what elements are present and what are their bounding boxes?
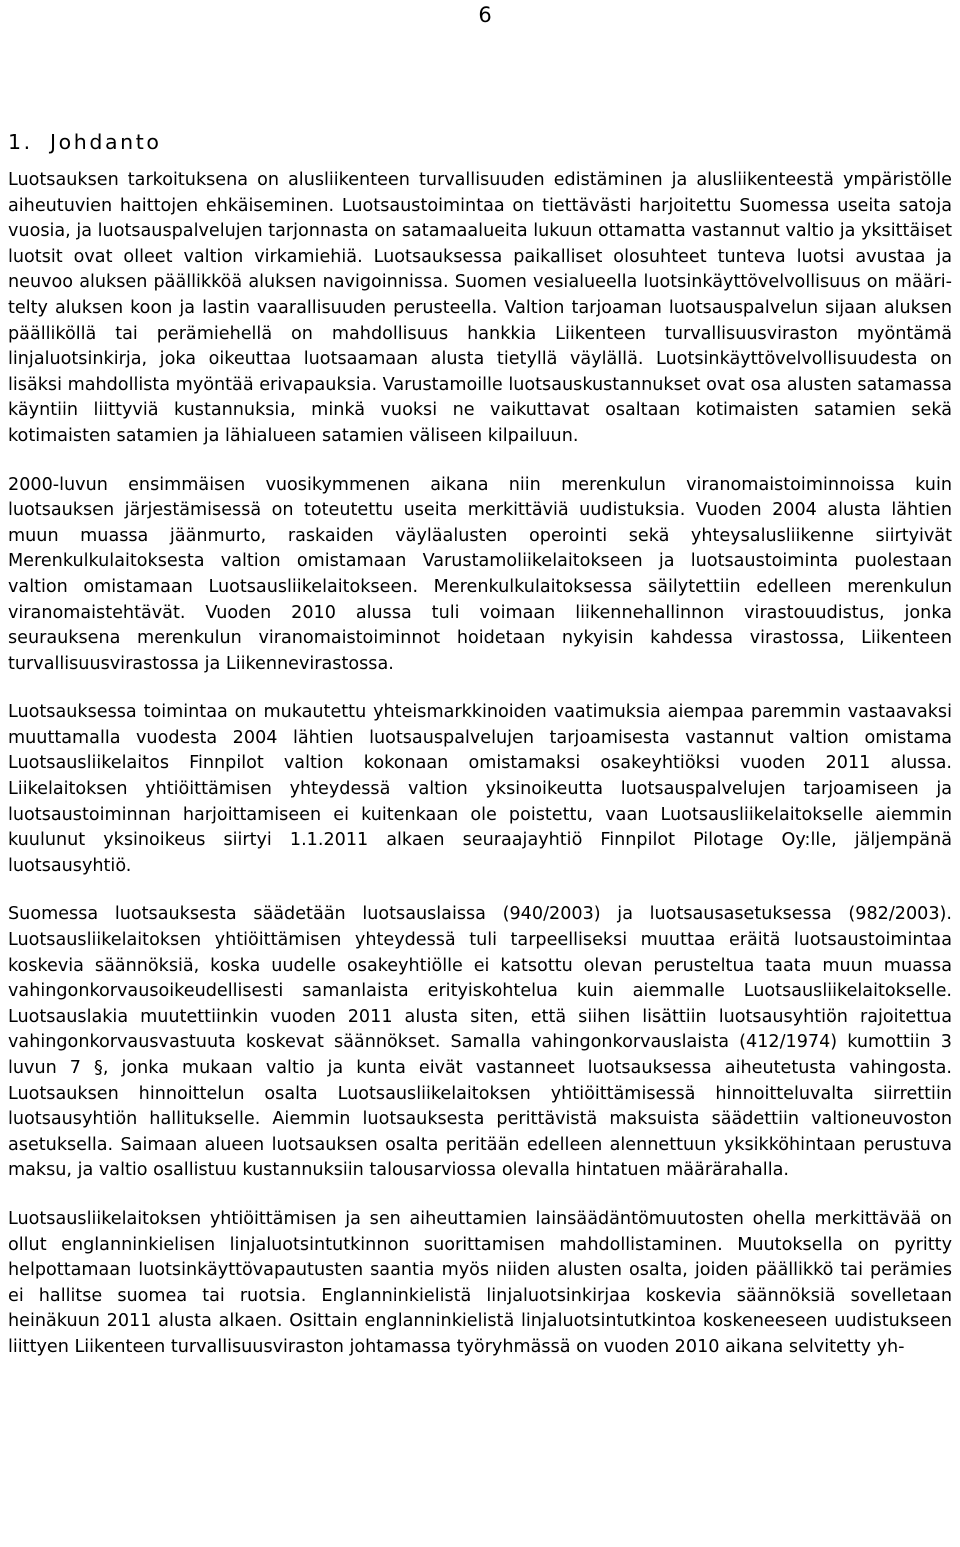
paragraph-4: Suomessa luotsauksesta säädetään luotsauslaissa (940/2003) ja luotsausasetuksessa (982/2003). Luotsausliikelaitoksen yhtiöittämisen yhteydessä tuli tarpeelliseksi muuttaa eräitä luotsaustoimintaa koskevia säännöksiä, koska uudelle osakeyhtiölle ei katsottu olevan perusteltua taata muun muassa vahingonkorvausoikeudellisesti samanlaista erityiskohtelua kuin aiemmalle Luotsausliikelaitokselle. Luotsauslakia muutettiinkin vuoden 2011 alusta siten, että siihen lisättiin luotsausyhtiön rajoitettua vahingonkorvausvastuuta koskevat säännökset. Samalla vahingonkorvauslaista (412/1974) kumottiin 3 luvun 7 §, jonka mukaan valtio ja kunta eivät vastanneet luotsauksessa aiheutetusta vahingosta. Luotsauksen hinnoittelun osalta Luotsausliikelaitoksen yhtiöittämisessä hinnoitteluvalta siirrettiin luotsausyhtiön hallitukselle. Aiemmin luotsauksesta perittävistä maksuista säädettiin valtioneuvoston asetuksella. Saimaan alueen luotsauksen osalta peritään edelleen alennettuun yksikköhintaan perustuva maksu, ja valtio osallistuu kustannuksiin talousarviossa olevalla hintatuen määrärahalla. <box>8 904 952 1181</box>
section-title: Johdanto <box>50 130 162 154</box>
paragraph-2: 2000-luvun ensimmäisen vuosikymmenen aikana niin merenkulun viranomaistoiminnoissa kuin luotsauksen järjestämisessä on toteutettu useita merkittäviä uudistuksia. Vuoden 2004 alusta lähtien muun muassa jäänmurto, raskaiden väyläalusten operointi sekä yhteysalusliikenne siirtyivät Merenkulkulaitoksesta valtion omistamaan Varustamoliikelaitokseen ja luotsaustoiminta puolestaan valtion omistamaan Luotsausliikelaitokseen. Merenkulkulaitoksessa säilytettiin edelleen merenkulun viranomaistehtävät. Vuoden 2010 alussa tuli voimaan liikennehallinnon virastouudistus, jonka seurauksena merenkulun viranomaistoiminnot hoidetaan nykyisin kahdessa virastossa, Liikenteen turvallisuusvirastossa ja Liikennevirastossa. <box>8 474 952 674</box>
section-number: 1. <box>8 130 33 154</box>
section-heading <box>8 128 162 156</box>
body-text <box>8 168 952 1361</box>
page-number: 6 <box>478 3 492 27</box>
paragraph-1: Luotsauksen tarkoituksena on alusliikenteen turvallisuuden edistäminen ja alusliikenteestä ympäristölle aiheutuvien haittojen ehkäiseminen. Luotsaustoimintaa on tiettävästi harjoitettu Suomessa useita satoja vuosia, ja luotsauspalvelujen tarjonnasta on satamaalueita lukuun ottamatta vastannut valtio ja yksittäiset luotsit ovat olleet valtion virkamiehiä. Luotsauksessa paikalliset olosuhteet tunteva luotsi avustaa ja neuvoo aluksen päällikköä aluksen navigoinnissa. Suomen vesialueella luotsinkäyttövelvollisuus on määritelty aluksen koon ja lastin vaarallisuuden perusteella. Valtion tarjoaman luotsauspalvelun sijaan aluksen päälliköllä tai perämiehellä on mahdollisuus hankkia Liikenteen turvallisuusviraston myöntämä linjaluotsinkirja, joka oikeuttaa luotsaamaan alusta tietyllä väylällä. Luotsinkäyttövelvollisuudesta on lisäksi mahdollista myöntää erivapauksia. Varustamoille luotsauskustannukset ovat osa alusten satamassa käyntiin liittyviä kustannuksia, minkä vuoksi ne vaikuttavat osaltaan kotimaisten satamien sekä kotimaisten satamien ja lähialueen satamien väliseen kilpailuun. <box>8 170 952 446</box>
paragraph-5: Luotsausliikelaitoksen yhtiöittämisen ja sen aiheuttamien lainsäädäntömuutosten ohella merkittävää on ollut englanninkielisen linjaluotsintutkinnon suorittamisen mahdollistaminen. Muutoksella on pyritty helpottamaan luotsinkäyttövapautusten saantia myös niiden alusten osalta, joiden päällikkö tai perämies ei hallitse suomea tai ruotsia. Englanninkielistä linjaluotsinkirjaa koskevia säännöksiä sovelletaan heinäkuun 2011 alusta alkaen. Osittain englanninkielistä linjaluotsintutkintoa koskeneeseen uudistukseen liittyen Liikenteen turvallisuusviraston johtamassa työryhmässä on vuoden 2010 aikana selvitetty yh- <box>8 1208 952 1357</box>
paragraph-3: Luotsauksessa toimintaa on mukautettu yhteismarkkinoiden vaatimuksia aiempaa paremmin vastaavaksi muuttamalla vuodesta 2004 lähtien luotsauspalvelujen tarjoamisesta vastannut valtion omistama Luotsausliikelaitos Finnpilot valtion kokonaan omistamaksi osakeyhtiöksi vuoden 2011 alussa. Liikelaitoksen yhtiöittämisen yhteydessä valtion yksinoikeutta luotsauspalvelujen tarjoamiseen ja luotsaustoiminnan harjoittamiseen ei kuitenkaan ole poistettu, vaan Luotsausliikelaitokselle aiemmin kuulunut yksinoikeus siirtyi 1.1.2011 alkaen seuraajayhtiö Finnpilot Pilotage Oy:lle, jäljempänä luotsausyhtiö. <box>8 702 952 876</box>
